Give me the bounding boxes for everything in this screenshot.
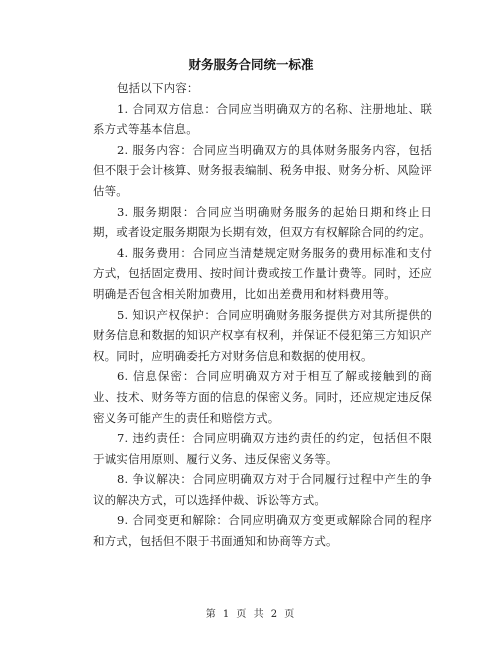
clause-9-change-termination: 9. 合同变更和解除：合同应明确双方变更或解除合同的程序和方式，包括但不限于书面通知和协商等方式。 [93, 513, 432, 549]
clause-1-party-info: 1. 合同双方信息：合同应当明确双方的名称、注册地址、联系方式等基本信息。 [93, 101, 432, 137]
document-body [93, 78, 432, 552]
clause-8-dispute-resolution: 8. 争议解决：合同应明确双方对于合同履行过程中产生的争议的解决方式，可以选择仲裁、诉讼等方式。 [93, 472, 432, 507]
intro-paragraph: 包括以下内容： [117, 81, 199, 95]
clause-7-breach-liability: 7. 违约责任：合同应明确双方违约责任的约定，包括但不限于诚实信用原则、履行义务、违反保密义务等。 [93, 431, 432, 466]
clause-4-service-fees: 4. 服务费用：合同应当清楚规定财务服务的费用标准和支付方式，包括固定费用、按时间计费或按工作量计费等。同时，还应明确是否包含相关附加费用，比如出差费用和材料费用等。 [93, 245, 432, 301]
page-number-footer: 第 1 页 共 2 页 [205, 609, 297, 620]
clause-3-service-term: 3. 服务期限：合同应当明确财务服务的起始日期和终止日期，或者设定服务期限为长期有效，但双方有权解除合同的约定。 [93, 204, 432, 240]
document-title: 财务服务合同统一标准 [188, 57, 314, 72]
clause-6-confidentiality: 6. 信息保密：合同应明确双方对于相互了解或接触到的商业、技术、财务等方面的信息的保密义务。同时，还应规定违反保密义务可能产生的责任和赔偿方式。 [93, 369, 432, 425]
clause-5-ip-protection: 5. 知识产权保护：合同应明确财务服务提供方对其所提供的财务信息和数据的知识产权享有权利，并保证不侵犯第三方知识产权。同时，应明确委托方对财务信息和数据的使用权。 [93, 307, 432, 363]
clause-2-service-content: 2. 服务内容：合同应当明确双方的具体财务服务内容，包括但不限于会计核算、财务报表编制、税务申报、财务分析、风险评估等。 [93, 142, 432, 198]
